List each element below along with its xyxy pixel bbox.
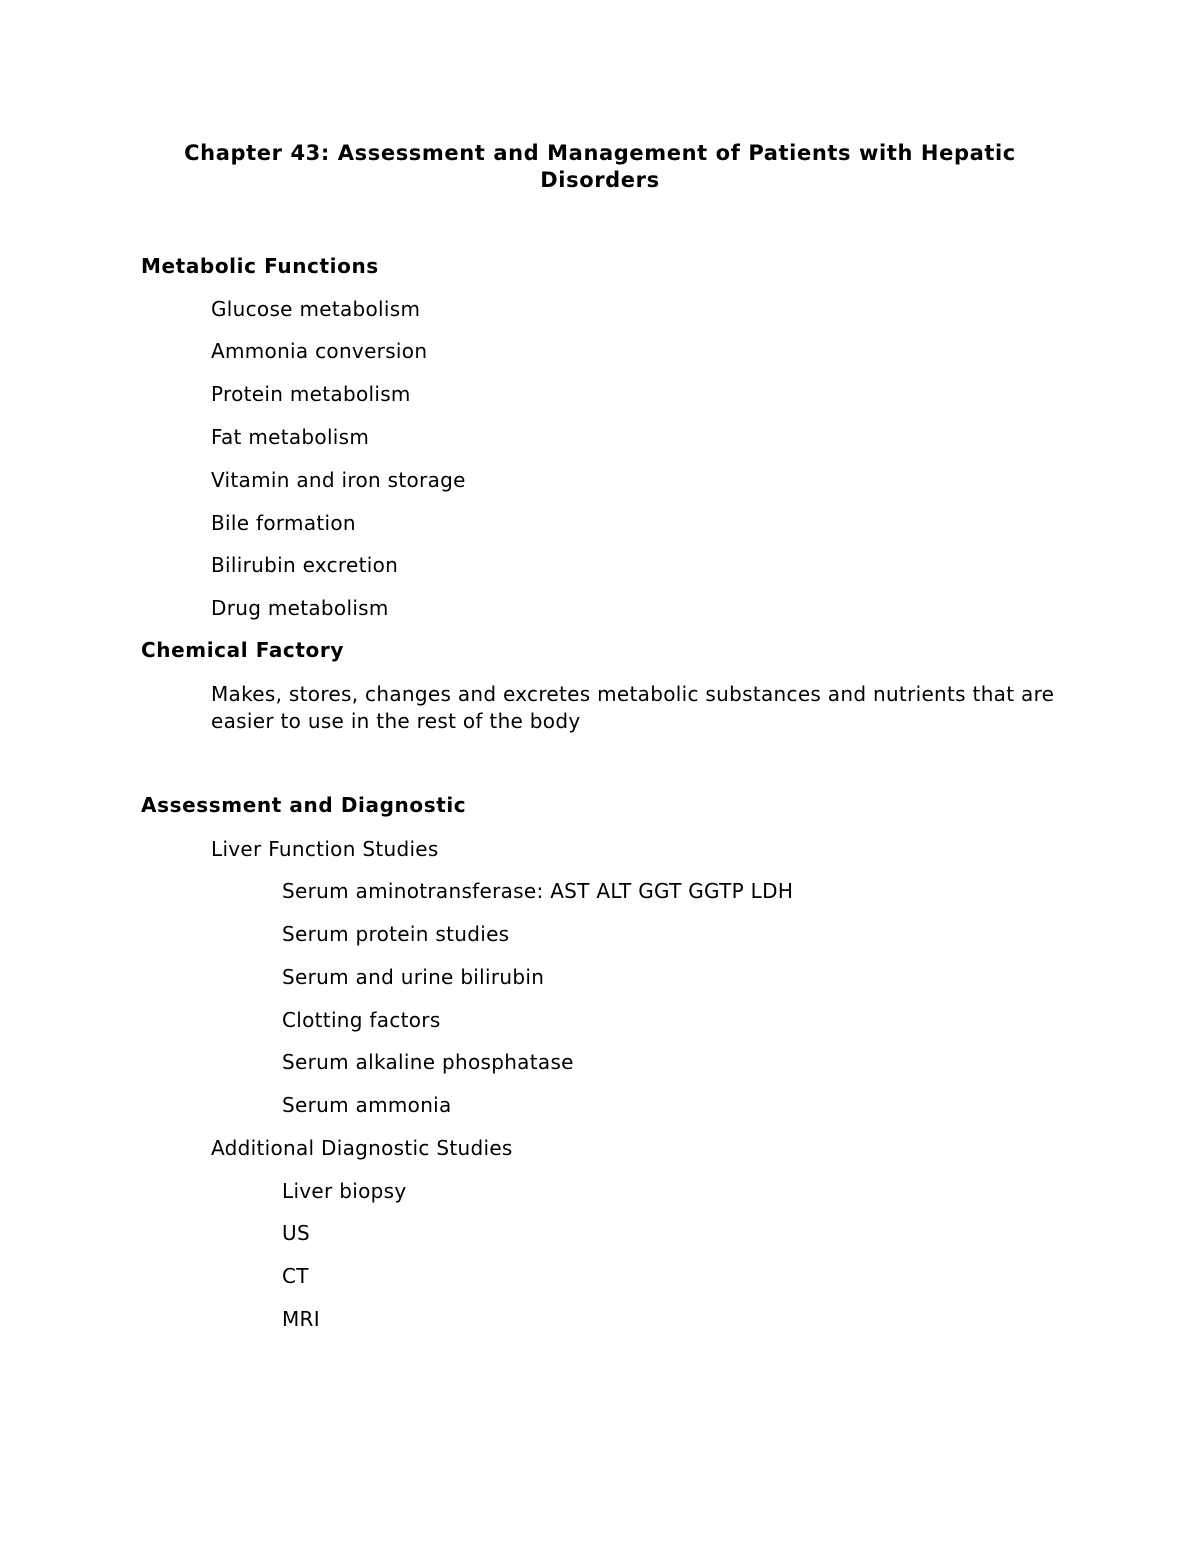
list-item: MRI	[282, 1307, 320, 1331]
section-heading-assessment-and-diagnostic: Assessment and Diagnostic	[141, 793, 467, 817]
list-item: CT	[282, 1264, 309, 1288]
list-item: Serum and urine bilirubin	[282, 965, 545, 989]
subheading-liver-function-studies: Liver Function Studies	[211, 837, 439, 861]
page-title: Chapter 43: Assessment and Management of Patients with Hepatic Disorders	[184, 141, 1016, 192]
list-item: Serum aminotransferase: AST ALT GGT GGTP LDH	[282, 879, 794, 903]
list-item: Clotting factors	[282, 1008, 441, 1032]
list-item: Serum protein studies	[282, 922, 510, 946]
list-item: Bile formation	[211, 511, 356, 535]
section-heading-chemical-factory: Chemical Factory	[141, 638, 344, 662]
list-item: Glucose metabolism	[211, 297, 421, 321]
list-item: Fat metabolism	[211, 425, 370, 449]
list-item: Serum ammonia	[282, 1093, 452, 1117]
list-item: Protein metabolism	[211, 382, 411, 406]
list-item: US	[282, 1221, 310, 1245]
list-item: Vitamin and iron storage	[211, 468, 466, 492]
subheading-additional-diagnostic-studies: Additional Diagnostic Studies	[211, 1136, 513, 1160]
list-item: Ammonia conversion	[211, 339, 428, 363]
list-item: Drug metabolism	[211, 596, 389, 620]
list-item: Serum alkaline phosphatase	[282, 1050, 574, 1074]
list-item: Bilirubin excretion	[211, 553, 399, 577]
section-heading-metabolic-functions: Metabolic Functions	[141, 254, 379, 278]
list-item: Liver biopsy	[282, 1179, 407, 1203]
section-paragraph: Makes, stores, changes and excretes metabolic substances and nutrients that are easier to use in the rest of the body	[211, 682, 1055, 733]
